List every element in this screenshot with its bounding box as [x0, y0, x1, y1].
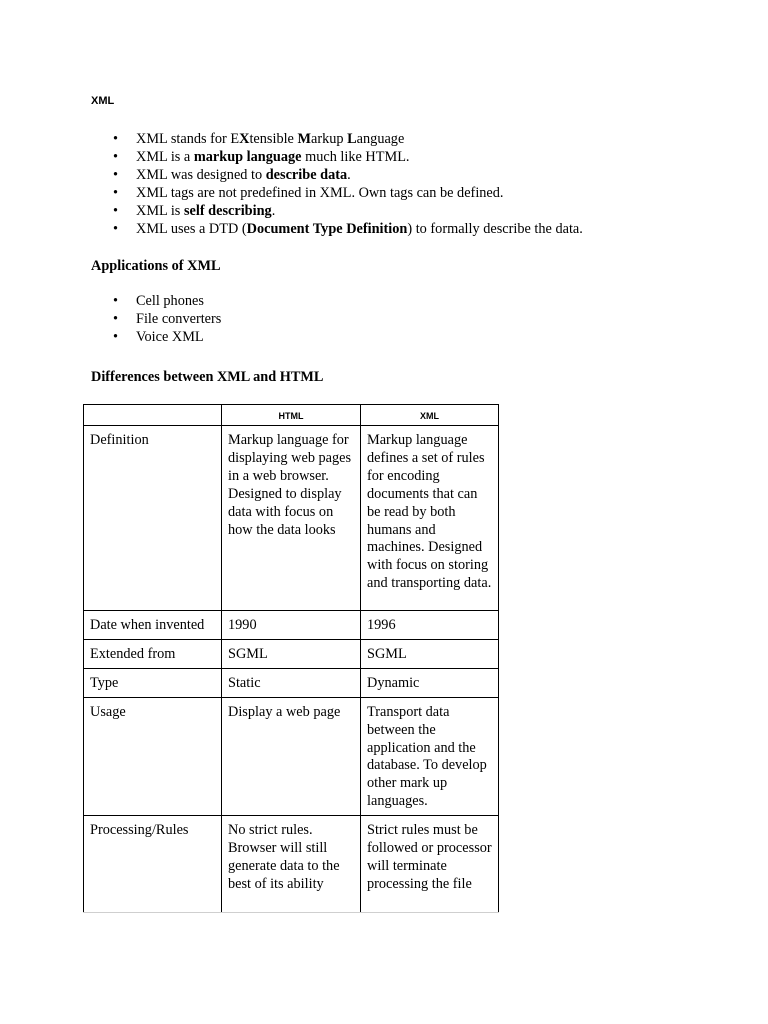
bullet-icon: • [113, 184, 119, 201]
applications-list [113, 293, 221, 347]
html-cell: 1990 [222, 611, 361, 640]
row-label: Definition [84, 426, 222, 611]
table-row [84, 816, 499, 913]
applications-heading: Applications of XML [91, 258, 221, 274]
table-row [84, 426, 499, 611]
table-header-row [84, 405, 499, 426]
bullet-icon: • [113, 131, 119, 147]
bullet-icon: • [113, 293, 119, 309]
xml-cell: Markup language defines a set of rules for encoding documents that can be read by both humans and machines. Designed with focus on storing and transporting data. [361, 426, 499, 611]
row-label: Processing/Rules [84, 816, 222, 913]
bullet-text: XML is self describing. [136, 202, 276, 219]
table-row [84, 697, 499, 815]
application-item: Cell phones [136, 293, 204, 309]
xml-cell: Dynamic [361, 668, 499, 697]
bullet-text: XML was designed to describe data. [136, 166, 351, 183]
differences-heading: Differences between XML and HTML [91, 369, 324, 385]
bullet-text: XML stands for EXtensible Markup Language [136, 131, 405, 147]
comparison-table [83, 404, 499, 913]
bullet-text: XML tags are not predefined in XML. Own tags can be defined. [136, 184, 504, 201]
html-cell: SGML [222, 639, 361, 668]
row-label: Type [84, 668, 222, 697]
table-row [84, 668, 499, 697]
bullet-icon: • [113, 202, 119, 219]
list-item [113, 329, 221, 347]
application-item: File converters [136, 310, 222, 327]
xml-facts-list [113, 131, 583, 238]
row-label: Usage [84, 697, 222, 815]
list-item [113, 149, 583, 167]
list-item [113, 311, 221, 329]
list-item [113, 185, 583, 203]
xml-cell: Transport data between the application and the database. To develop other mark up languages. [361, 697, 499, 815]
bullet-icon: • [113, 148, 119, 165]
html-cell: No strict rules. Browser will still generate data to the best of its ability [222, 816, 361, 913]
table-row [84, 639, 499, 668]
row-label: Date when invented [84, 611, 222, 640]
row-label: Extended from [84, 639, 222, 668]
xml-cell: 1996 [361, 611, 499, 640]
list-item [113, 293, 221, 311]
bullet-text: XML is a markup language much like HTML. [136, 148, 410, 165]
list-item [113, 203, 583, 221]
bullet-text: XML uses a DTD (Document Type Definition) to formally describe the data. [136, 220, 583, 237]
table-row [84, 611, 499, 640]
document-title: XML [91, 95, 115, 107]
xml-cell: Strict rules must be followed or processor will terminate processing the file [361, 816, 499, 913]
list-item [113, 131, 583, 149]
bullet-icon: • [113, 328, 119, 345]
header-cell-html: HTML [222, 405, 361, 426]
header-cell-empty [84, 405, 222, 426]
list-item [113, 221, 583, 239]
bullet-icon: • [113, 220, 119, 237]
header-cell-xml: XML [361, 405, 499, 426]
html-cell: Display a web page [222, 697, 361, 815]
html-cell: Static [222, 668, 361, 697]
application-item: Voice XML [136, 328, 204, 345]
xml-cell: SGML [361, 639, 499, 668]
list-item [113, 167, 583, 185]
bullet-icon: • [113, 310, 119, 327]
bullet-icon: • [113, 166, 119, 183]
html-cell: Markup language for displaying web pages in a web browser. Designed to display data with focus on how the data looks [222, 426, 361, 611]
